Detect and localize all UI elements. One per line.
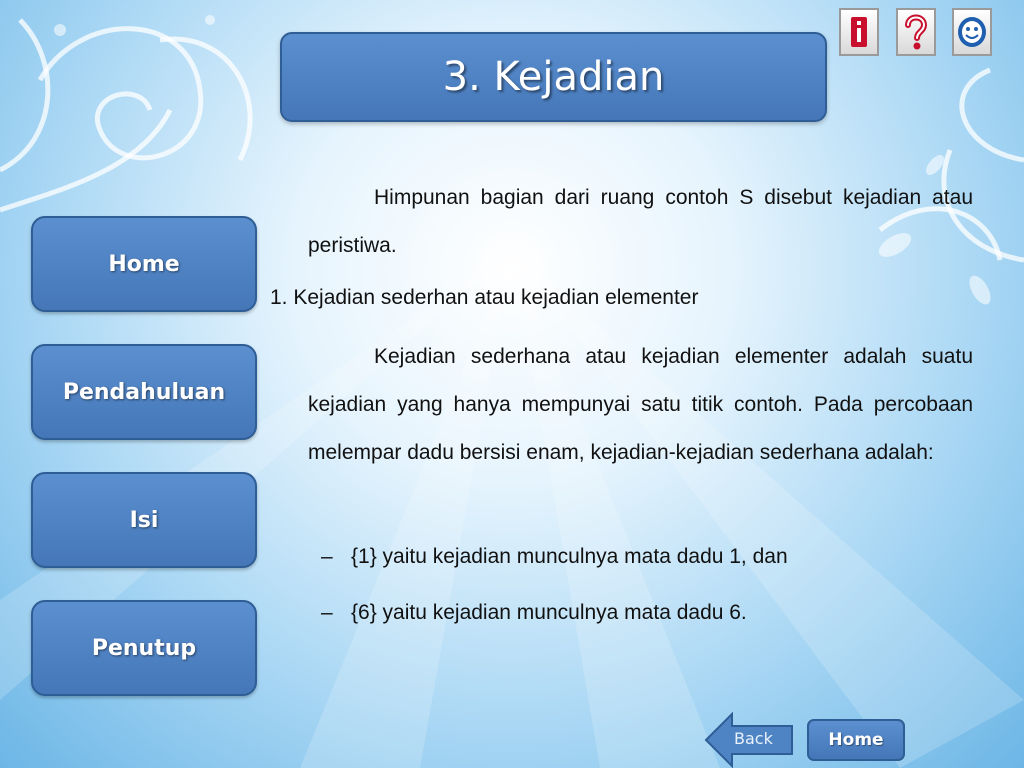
list-item [321,545,788,569]
nav-isi-button[interactable] [31,472,257,568]
nav-penutup-button[interactable] [31,600,257,696]
smiley-icon [956,15,988,49]
footer-home-label: Home [828,730,884,750]
back-label: Back [734,729,773,748]
paragraph-definition: Himpunan bagian dari ruang contoh S disebut kejadian atau peristiwa. [308,186,973,257]
smiley-button[interactable] [952,8,992,56]
list-item-text: {6} yaitu kejadian munculnya mata dadu 6. [351,601,747,624]
footer-home-button[interactable] [807,719,905,761]
help-icon [902,13,930,51]
info-icon [845,15,873,49]
slide-title [280,32,827,122]
nav-penutup-label: Penutup [91,635,197,661]
nav-home-button[interactable] [31,216,257,312]
numbered-heading: 1. Kejadian sederhan atau kejadian elementer [270,286,699,309]
help-button[interactable] [896,8,936,56]
nav-home-label: Home [108,251,180,277]
nav-pendahuluan-label: Pendahuluan [62,379,226,405]
slide-title-text: 3. Kejadian [442,54,665,100]
bullet-dash: – [321,545,333,568]
nav-isi-label: Isi [129,507,159,533]
paragraph-elementary-event: Kejadian sederhana atau kejadian elementer adalah suatu kejadian yang hanya mempunyai satu titik contoh. Pada percobaan melempar dadu bersisi enam, kejadian-kejadian sederhana adalah: [308,345,973,464]
info-button[interactable] [839,8,879,56]
bullet-dash: – [321,601,333,624]
nav-pendahuluan-button[interactable] [31,344,257,440]
list-item-text: {1} yaitu kejadian munculnya mata dadu 1, dan [351,545,788,568]
list-item [321,601,747,625]
